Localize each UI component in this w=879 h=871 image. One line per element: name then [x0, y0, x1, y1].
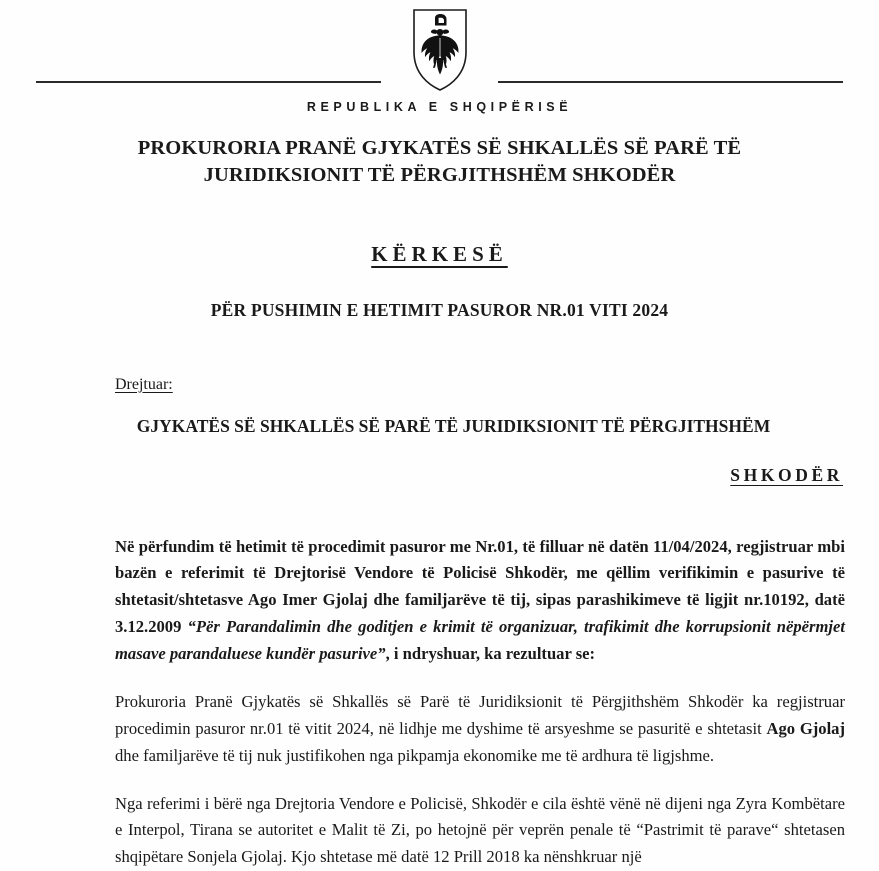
paragraph-2-part-2: dhe familjarëve të tij nuk justifikohen nga pikpamja ekonomike me të ardhura të ligjshme.: [115, 746, 714, 765]
addressee-block: [0, 376, 879, 486]
office-title: PROKURORIA PRANË GJYKATËS SË SHKALLËS SË PARË TË JURIDIKSIONIT TË PËRGJITHSHËM SHKODËR: [70, 135, 810, 190]
intro-part-1: Në përfundim të hetimit të procedimit pasuror me Nr.01, të filluar në datën 11/04/2024, regjistruar mbi bazën e referimit të Drejtorisë Vendore të Policisë Shkodër, me qëllim verifikimin e pasurive të shtetasit/shtetasve Ago Imer Gjolaj dhe familjarëve të tij, sipas parashikimeve të ligjit nr.10192, datë 3.12.2009: [115, 537, 845, 637]
law-title-citation: “Për Parandalimin dhe goditjen e krimit të organizuar, trafikimit dhe korrupsionit nëpërmjet masave parandaluese kundër pasurive”: [115, 617, 845, 663]
albania-coat-of-arms-icon: [411, 8, 469, 92]
paragraph-3: Nga referimi i bërë nga Drejtoria Vendore e Policisë, Shkodër e cila është vënë në dijeni nga Zyra Kombëtare e Interpol, Tirana se autoritet e Malit të Zi, po hetojnë për veprën penale të “Pastrimit të parave“ shtetasen shqipëtare Sonjela Gjolaj. Kjo shtetase më datë 12 Prill 2018 ka nënshkruar një: [115, 791, 845, 871]
addressee-city-row: [0, 465, 879, 486]
addressee-city: SHKODËR: [730, 465, 843, 485]
addressee-label-row: [0, 376, 879, 394]
republic-heading: REPUBLIKA E SHQIPËRISË: [0, 100, 879, 114]
paragraph-2: [115, 689, 845, 770]
document-body: [0, 534, 879, 871]
emblem-container: [0, 8, 879, 94]
letterhead: [0, 0, 879, 114]
intro-paragraph: [115, 534, 845, 668]
intro-part-2: , i ndryshuar, ka rezultuar se:: [386, 644, 595, 663]
document-subject: PËR PUSHIMIN E HETIMIT PASUROR NR.01 VITI 2024: [0, 300, 879, 321]
paragraph-2-part-1: Prokuroria Pranë Gjykatës së Shkallës së Parë të Juridiksionit të Përgjithshëm Shkodër ka regjistruar procedimin pasuror nr.01 të vitit 2024, në lidhje me dyshime të arsyeshme se pasuritë e shtetasit: [115, 692, 845, 738]
document-type-heading: KËRKESË: [0, 242, 879, 267]
subject-person-name: Ago Gjolaj: [766, 719, 845, 738]
addressee-label: Drejtuar:: [115, 376, 173, 394]
addressee-court: GJYKATËS SË SHKALLËS SË PARË TË JURIDIKSIONIT TË PËRGJITHSHËM: [0, 416, 879, 437]
